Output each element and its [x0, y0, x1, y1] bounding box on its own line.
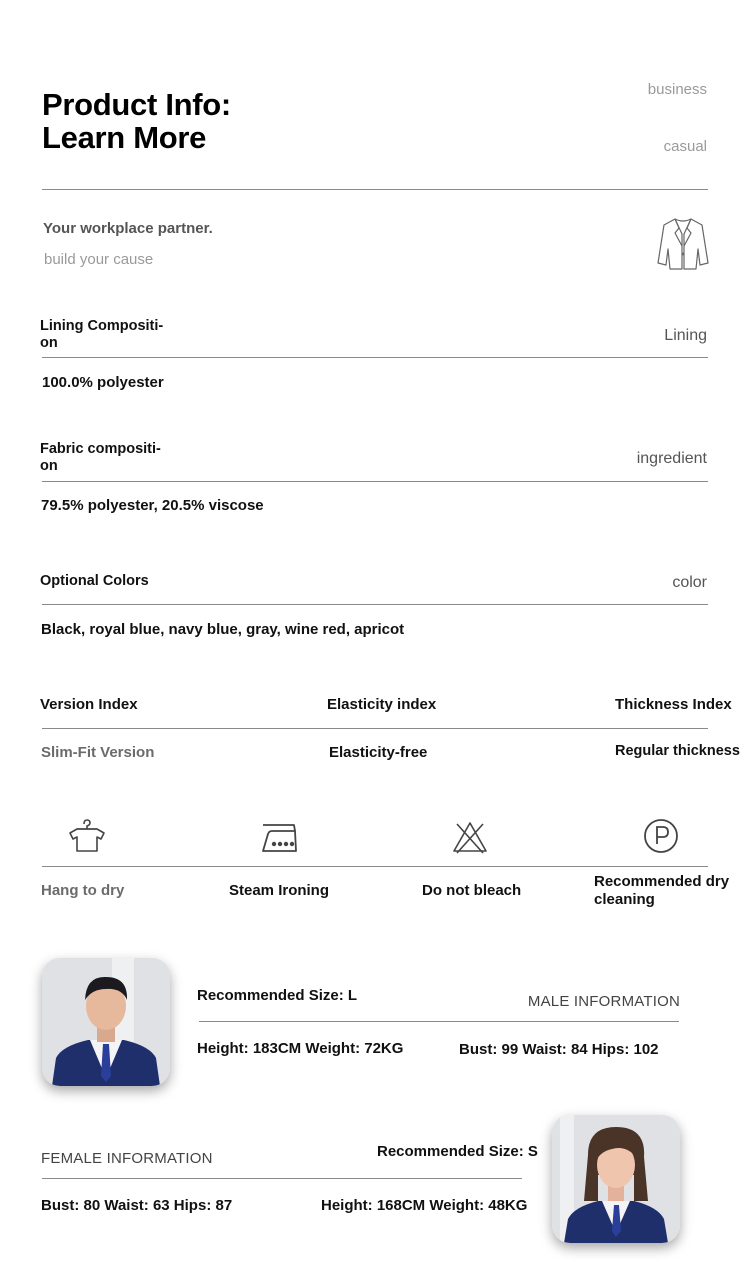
care-label-dry-clean-line2: cleaning [594, 891, 655, 908]
jacket-icon [656, 216, 710, 272]
care-label-dry-clean [594, 873, 729, 909]
elasticity-value: Elasticity-free [329, 744, 428, 761]
lining-label-line2: on [40, 335, 58, 351]
care-divider [42, 866, 708, 867]
hang-dry-icon [67, 818, 107, 854]
colors-divider [42, 604, 708, 605]
fabric-value: 79.5% polyester, 20.5% viscose [41, 497, 264, 514]
index-divider [42, 728, 708, 729]
male-recommended-size: Recommended Size: L [197, 987, 358, 1004]
elasticity-index-label: Elasticity index [327, 696, 437, 713]
version-index-label: Version Index [40, 696, 138, 713]
page-title-line2: Learn More [42, 120, 207, 155]
care-label-no-bleach: Do not bleach [422, 882, 522, 899]
thickness-index-label: Thickness Index [615, 696, 732, 713]
male-info-caption: MALE INFORMATION [527, 993, 680, 1010]
male-measurements: Bust: 99 Waist: 84 Hips: 102 [459, 1041, 659, 1058]
fabric-divider [42, 481, 708, 482]
fabric-caption: ingredient [636, 450, 707, 467]
iron-icon [260, 820, 300, 854]
tag-business: business [647, 81, 707, 98]
header-divider [42, 189, 708, 190]
thickness-value: Regular thickness [615, 743, 740, 759]
female-info-caption: FEMALE INFORMATION [41, 1150, 213, 1167]
fabric-label [40, 441, 161, 475]
lining-value: 100.0% polyester [42, 374, 164, 391]
care-label-iron: Steam Ironing [229, 882, 330, 899]
care-label-dry-clean-line1: Recommended dry [594, 873, 730, 890]
tag-casual: casual [663, 138, 707, 155]
lining-divider [42, 357, 708, 358]
female-height-weight: Height: 168CM Weight: 48KG [321, 1197, 528, 1214]
lining-label [40, 318, 163, 352]
fabric-label-line2: on [40, 458, 58, 474]
male-model-photo [42, 958, 170, 1086]
lining-label-line1: Lining Compositi- [40, 318, 164, 334]
no-bleach-icon [451, 820, 489, 854]
dry-clean-icon [643, 818, 679, 854]
version-value: Slim-Fit Version [41, 744, 155, 761]
colors-caption: color [672, 574, 707, 591]
page-title [42, 88, 231, 154]
page-title-line1: Product Info: [42, 87, 231, 122]
lining-caption: Lining [664, 327, 707, 344]
slogan-headline: Your workplace partner. [43, 220, 213, 237]
female-model-photo [552, 1115, 680, 1243]
female-measurements: Bust: 80 Waist: 63 Hips: 87 [41, 1197, 233, 1214]
male-divider [199, 1021, 679, 1022]
female-recommended-size: Recommended Size: S [377, 1143, 538, 1160]
care-label-hang-dry: Hang to dry [41, 882, 125, 899]
male-height-weight: Height: 183CM Weight: 72KG [197, 1040, 404, 1057]
colors-value: Black, royal blue, navy blue, gray, wine red, apricot [41, 621, 405, 638]
colors-label: Optional Colors [40, 573, 149, 589]
female-divider [42, 1178, 522, 1179]
slogan-subline: build your cause [44, 251, 154, 268]
fabric-label-line1: Fabric compositi- [40, 441, 161, 457]
